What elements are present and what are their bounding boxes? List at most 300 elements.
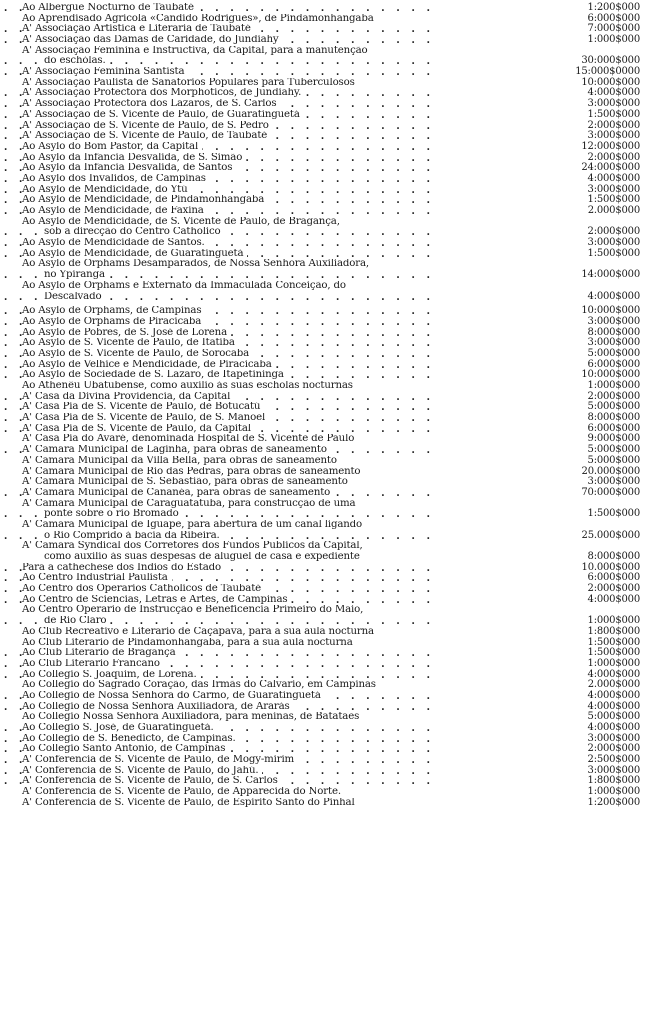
entry-amount: 3:000$000: [587, 764, 640, 776]
appropriation-entry: [0, 787, 650, 798]
entry-description: [0, 270, 438, 281]
appropriation-entry: [0, 381, 650, 392]
appropriation-entry: [0, 142, 650, 153]
entry-description: [0, 573, 438, 584]
description-text: A' Associação Paulista de Sanatorios Populares para Tuberculosos: [22, 78, 359, 88]
appropriation-entry: [0, 306, 650, 317]
entry-line: [0, 638, 650, 649]
entry-line: [0, 691, 650, 702]
entry-description: [0, 424, 438, 435]
appropriation-entry: [0, 477, 650, 488]
entry-description: [0, 88, 438, 99]
description-text: Ao Centro de Sciencias, Letras e Artes, de Campinas: [22, 595, 291, 605]
appropriation-entry: [0, 755, 650, 766]
entry-line: [0, 217, 650, 228]
entry-line: [0, 766, 650, 777]
appropriation-entry: [0, 744, 650, 755]
appropriation-entry: [0, 638, 650, 649]
entry-amount: 6:000$000: [587, 12, 640, 24]
entry-description: [0, 328, 438, 339]
entry-description: [0, 723, 438, 734]
entry-amount: 2:000$000: [587, 226, 640, 238]
entry-line: [0, 402, 650, 413]
appropriation-entry: [0, 488, 650, 499]
entry-description: [0, 595, 438, 606]
appropriation-entry: [0, 766, 650, 777]
description-text: Ao Asylo de Orphams de Piracicaba: [22, 317, 205, 327]
entry-description: [0, 227, 438, 238]
description-text: Ao Asylo de Mendicidade, de Guaratinguetá: [22, 249, 247, 259]
appropriation-entry: [0, 153, 650, 164]
entry-continuation-line: [0, 616, 650, 627]
entry-description: [0, 413, 438, 424]
entry-line: [0, 712, 650, 723]
entry-line: [0, 163, 650, 174]
description-text: A' Casa Pia do Avaré, denominada Hospital de S. Vicente de Paulo: [22, 434, 358, 444]
description-text: Ao Collegio Santo Antonio, de Campinas: [22, 744, 229, 754]
entry-amount: 1:500$000: [587, 636, 640, 648]
description-text: Ao Asylo de Mendicidade, de S. Vicente de Paulo, de Bragança,: [22, 217, 344, 227]
entry-line: [0, 755, 650, 766]
entry-line: [0, 3, 650, 14]
description-text: Ao Collegio S. Joaquim, de Lorena.: [22, 670, 201, 680]
entry-description: [0, 584, 438, 595]
entry-amount: 1:000$000: [587, 786, 640, 798]
appropriation-entry: [0, 121, 650, 132]
entry-line: [0, 24, 650, 35]
description-text: Ao Albergue Nocturno de Taubaté: [22, 3, 198, 13]
entry-description: [0, 531, 438, 542]
appropriation-entry: [0, 110, 650, 121]
entry-description: [0, 776, 438, 787]
description-text: do eschólas.: [44, 56, 110, 66]
entry-amount: 1:000$000: [587, 615, 640, 627]
description-text: Ao Centro Operario de Instrucção e Beneficencia Primeiro do Maio,: [22, 605, 367, 615]
entry-line: [0, 499, 650, 510]
entry-description: [0, 99, 438, 110]
appropriation-entry: [0, 573, 650, 584]
description-text: Ao Asylo de Sociedade de S. Lazaro, de Itapetininga: [22, 370, 288, 380]
entry-line: [0, 153, 650, 164]
entry-amount: 1:500$000: [587, 647, 640, 659]
entry-description: [0, 638, 438, 649]
description-text: A' Casa Pia de S. Vicente de Paulo, de Botucatú: [22, 402, 264, 412]
entry-line: [0, 306, 650, 317]
entry-description: [0, 659, 438, 670]
entry-line: [0, 381, 650, 392]
description-text: A' Associação Feminina e Instructiva, da Capital, para a manutenção: [22, 46, 372, 56]
description-text: o Rio Comprido á bacia da Ribeira.: [44, 531, 224, 541]
entry-description: [0, 110, 438, 121]
entry-amount: 15:000$0000: [575, 66, 640, 78]
entry-description: [0, 445, 438, 456]
entry-description: [0, 35, 438, 46]
appropriation-entry: [0, 360, 650, 371]
description-text: Ao Aprendisado Agricola «Candido Rodrigues», de Pindamonhangaba: [22, 14, 378, 24]
entry-description: [0, 456, 438, 467]
entry-line: [0, 456, 650, 467]
entry-description: [0, 238, 438, 249]
entry-description: [0, 14, 438, 25]
appropriation-entry: [0, 670, 650, 681]
entry-amount: 10.000$000: [581, 561, 640, 573]
appropriation-entry: [0, 777, 650, 788]
entry-description: [0, 467, 438, 478]
entry-line: [0, 477, 650, 488]
appropriation-entry: [0, 563, 650, 574]
entry-line: [0, 360, 650, 371]
description-text: sob a direcção do Centro Catholico: [44, 227, 225, 237]
entry-amount: 3:000$000: [587, 237, 640, 249]
entry-line: [0, 606, 650, 617]
entry-line: [0, 89, 650, 100]
entry-description: [0, 217, 438, 228]
description-text: Ao Club Literario de Bragança: [22, 648, 180, 658]
entry-amount: 4:000$000: [587, 700, 640, 712]
entry-description: [0, 131, 438, 142]
description-text: A' Associação Feminina Santista: [22, 67, 188, 77]
entry-line: [0, 110, 650, 121]
description-text: Ao Asylo da Infancia Desvalida, de Santos: [22, 163, 236, 173]
description-text: Descalvado: [44, 292, 105, 302]
description-text: Para a cathechese dos Indios do Estado: [22, 563, 225, 573]
entry-line: [0, 370, 650, 381]
entry-amount: 6:000$000: [587, 422, 640, 434]
entry-amount: 3:000$000: [587, 315, 640, 327]
description-text: de Rio Claro: [44, 616, 110, 626]
description-text: A' Conferencia de S. Vicente de Paulo, de Mogy-mirim: [22, 755, 298, 765]
entry-line: [0, 185, 650, 196]
description-text: Ao Asylo de Velhice e Mendicidade, de Piracicaba: [22, 360, 276, 370]
description-text: A' Conferencia de S. Vicente de Paulo, de S. Carlos: [22, 776, 282, 786]
entry-amount: 4:000$000: [587, 290, 640, 302]
entry-amount: 8:000$000: [587, 412, 640, 424]
description-text: A' Camara Municipal de Iguape, para abertura de um canal ligando: [22, 520, 366, 530]
entry-amount: 2:500$000: [587, 754, 640, 766]
description-text: Ao Centro dos Operarios Catholicos de Taubaté: [22, 584, 265, 594]
entry-line: [0, 573, 650, 584]
entry-continuation-line: [0, 292, 650, 303]
entry-description: [0, 121, 438, 132]
appropriation-entry: [0, 328, 650, 339]
entry-description: [0, 520, 438, 531]
entry-line: [0, 627, 650, 638]
entry-amount: 4:000$000: [587, 689, 640, 701]
entry-description: [0, 744, 438, 755]
entry-amount: 7:000$000: [587, 23, 640, 35]
entry-description: [0, 174, 438, 185]
description-text: Ao Asylo de Orphams e Externato da Immaculada Conceição, do: [22, 281, 350, 291]
description-text: Ao Asylo de S. Vicente de Paulo, de Sorocaba: [22, 349, 253, 359]
description-text: A' Associação Artistica e Literaria de Taubaté: [22, 24, 255, 34]
entry-amount: 5:000$000: [587, 347, 640, 359]
description-text: Ao Asylo dos Invalidos, de Campinas: [22, 174, 210, 184]
description-text: ponte sobre o rio Bromado: [44, 509, 183, 519]
entry-amount: 6:000$000: [587, 572, 640, 584]
appropriation-entry: [0, 46, 650, 67]
entry-line: [0, 424, 650, 435]
entry-amount: 10:000$000: [581, 305, 640, 317]
entry-amount: 1:200$000: [587, 796, 640, 808]
entry-amount: 70:000$000: [581, 486, 640, 498]
appropriation-entry: [0, 349, 650, 360]
description-text: A' Camara Municipal de Laginha, para obras de saneamento: [22, 445, 331, 455]
entry-description: [0, 317, 438, 328]
entry-description: [0, 292, 438, 303]
appropriation-entry: [0, 723, 650, 734]
entry-description: [0, 798, 438, 809]
entry-description: [0, 787, 438, 798]
entry-amount: 1:500$000: [587, 194, 640, 206]
appropriation-entry: [0, 467, 650, 478]
entry-description: [0, 153, 438, 164]
entry-description: [0, 306, 438, 317]
entry-amount: 8:000$000: [587, 551, 640, 563]
description-text: Ao Collegio Nossa Senhora Auxiliadora, para meninas, de Batataes: [22, 712, 363, 722]
appropriation-entry: [0, 712, 650, 723]
entry-description: [0, 195, 438, 206]
entry-description: [0, 259, 438, 270]
appropriation-entry: [0, 424, 650, 435]
entry-line: [0, 317, 650, 328]
entry-line: [0, 787, 650, 798]
entry-description: [0, 766, 438, 777]
description-text: A' Casa Pia de S. Vicente de Paulo, da Capital: [22, 424, 255, 434]
entry-description: [0, 434, 438, 445]
entry-amount: 30:000$000: [581, 55, 640, 67]
entry-description: [0, 24, 438, 35]
entry-description: [0, 206, 438, 217]
appropriation-entry: [0, 24, 650, 35]
entry-line: [0, 563, 650, 574]
entry-description: [0, 755, 438, 766]
entry-line: [0, 121, 650, 132]
entry-line: [0, 260, 650, 271]
entry-description: [0, 712, 438, 723]
entry-amount: 1:000$000: [587, 657, 640, 669]
description-text: no Ypiranga: [44, 270, 109, 280]
appropriation-entry: [0, 798, 650, 809]
appropriation-entry: [0, 89, 650, 100]
entry-amount: 5:000$000: [587, 711, 640, 723]
description-text: Ao Collegio de Nossa Senhora Auxiliadora, de Ararás: [22, 702, 294, 712]
entry-line: [0, 206, 650, 217]
appropriation-entry: [0, 627, 650, 638]
entry-amount: 10:000$000: [581, 369, 640, 381]
entry-description: [0, 627, 438, 638]
entry-description: [0, 370, 438, 381]
entry-line: [0, 99, 650, 110]
entry-line: [0, 174, 650, 185]
appropriation-entry: [0, 648, 650, 659]
appropriation-entry: [0, 435, 650, 446]
entry-line: [0, 328, 650, 339]
entry-amount: 3:000$000: [587, 130, 640, 142]
entry-line: [0, 659, 650, 670]
entry-line: [0, 78, 650, 89]
appropriation-entry: [0, 195, 650, 206]
entry-line: [0, 142, 650, 153]
entry-amount: 4:000$000: [587, 172, 640, 184]
entry-line: [0, 238, 650, 249]
entry-line: [0, 413, 650, 424]
entry-amount: 2:000$000: [587, 743, 640, 755]
entry-continuation-line: [0, 270, 650, 281]
appropriation-entry: [0, 606, 650, 627]
description-text: Ao Collegio S. José, de Guaratinguetá.: [22, 723, 218, 733]
entry-amount: 1:500$000: [587, 508, 640, 520]
entry-amount: 10:000$000: [581, 76, 640, 88]
entry-line: [0, 798, 650, 809]
entry-line: [0, 435, 650, 446]
entry-amount: 2.000$000: [587, 205, 640, 217]
entry-description: [0, 185, 438, 196]
appropriation-entry: [0, 238, 650, 249]
entry-continuation-line: [0, 56, 650, 67]
entry-line: [0, 249, 650, 260]
entry-amount: 4:000$000: [587, 593, 640, 605]
appropriation-entry: [0, 402, 650, 413]
entry-amount: 1:800$000: [587, 625, 640, 637]
entry-line: [0, 67, 650, 78]
appropriation-entry: [0, 217, 650, 238]
description-text: A' Camara Municipal da Villa Bella, para obras de saneamento: [22, 456, 341, 466]
entry-amount: 25.000$000: [581, 529, 640, 541]
description-text: A' Conferencia de S. Vicente de Paulo, de Apparecida do Norte.: [22, 787, 345, 797]
entry-line: [0, 648, 650, 659]
entry-amount: 2:000$000: [587, 119, 640, 131]
description-text: Ao Asylo do Bom Pastor, da Capital: [22, 142, 202, 152]
entry-line: [0, 467, 650, 478]
entry-amount: 9:000$000: [587, 433, 640, 445]
entry-amount: 24:000$000: [581, 162, 640, 174]
entry-amount: 14:000$000: [581, 269, 640, 281]
appropriation-entry: [0, 392, 650, 403]
description-text: Ao Club Literario Francano: [22, 659, 164, 669]
entry-description: [0, 616, 438, 627]
entry-description: [0, 509, 438, 520]
description-text: A' Conferencia de S. Vicente de Paulo, do Jahú.: [22, 766, 262, 776]
description-text: A' Camara Syndical dos Corretores dos Fundos Publicos da Capital,: [22, 541, 367, 551]
entry-line: [0, 702, 650, 713]
description-text: Ao Asylo de Mendicidade, de Faxina: [22, 206, 208, 216]
entry-amount: 2:000$000: [587, 390, 640, 402]
appropriation-entry: [0, 370, 650, 381]
entry-description: [0, 477, 438, 488]
entry-description: [0, 78, 438, 89]
entry-description: [0, 402, 438, 413]
entry-description: [0, 702, 438, 713]
appropriation-entry: [0, 734, 650, 745]
entry-description: [0, 381, 438, 392]
entry-description: [0, 56, 438, 67]
description-text: Ao Asylo de Mendicidade, de Pindamonhangaba: [22, 195, 268, 205]
appropriation-entry: [0, 260, 650, 281]
entry-amount: 4:000$000: [587, 668, 640, 680]
entry-amount: 3:000$000: [587, 337, 640, 349]
entry-description: [0, 3, 438, 14]
appropriation-entry: [0, 520, 650, 541]
entry-amount: 3:000$000: [587, 183, 640, 195]
entry-description: [0, 338, 438, 349]
entry-line: [0, 14, 650, 25]
appropriation-entry: [0, 185, 650, 196]
entry-line: [0, 35, 650, 46]
appropriation-entry: [0, 499, 650, 520]
entry-amount: 4:000$000: [587, 87, 640, 99]
entry-amount: 8:000$000: [587, 326, 640, 338]
appropriation-entry: [0, 541, 650, 562]
entry-description: [0, 680, 438, 691]
appropriation-entry: [0, 659, 650, 670]
entry-line: [0, 680, 650, 691]
appropriation-entry: [0, 163, 650, 174]
entry-continuation-line: [0, 531, 650, 542]
appropriation-entry: [0, 584, 650, 595]
description-text: Ao Club Literario de Pindamonhangaba, para a sua aula nocturna: [22, 638, 357, 648]
description-text: A' Associação de S. Vicente de Paulo, de Taubaté: [22, 131, 271, 141]
appropriation-entry: [0, 206, 650, 217]
entry-line: [0, 46, 650, 57]
entry-description: [0, 142, 438, 153]
appropriation-entry: [0, 249, 650, 260]
description-text: A' Camara Municipal de Rio das Pedras, para obras de saneamento: [22, 467, 364, 477]
description-text: A' Camara Municipal de Caraguatatuba, para construcção de uma: [22, 499, 359, 509]
entry-line: [0, 445, 650, 456]
entry-line: [0, 541, 650, 552]
appropriation-entry: [0, 445, 650, 456]
description-text: Ao Asylo de S. Vicente de Paulo, de Itatiba: [22, 338, 239, 348]
entry-description: [0, 563, 438, 574]
entry-amount: 1:200$000: [587, 1, 640, 13]
entry-line: [0, 723, 650, 734]
entry-description: [0, 541, 438, 552]
appropriation-entry: [0, 680, 650, 691]
entry-description: [0, 499, 438, 510]
description-text: como auxilio ás suas despesas de aluguel de casa e expediente: [44, 552, 364, 562]
entry-amount: 3:000$000: [587, 732, 640, 744]
entry-description: [0, 670, 438, 681]
entry-description: [0, 734, 438, 745]
appropriation-entry: [0, 691, 650, 702]
appropriation-entry: [0, 456, 650, 467]
entry-amount: 3:000$000: [587, 476, 640, 488]
description-text: Ao Asylo da Infancia Desvalida, de S. Simão: [22, 153, 246, 163]
entry-line: [0, 195, 650, 206]
entry-amount: 1:800$000: [587, 775, 640, 787]
entry-amount: 5:000$000: [587, 401, 640, 413]
entry-description: [0, 605, 438, 616]
entry-line: [0, 338, 650, 349]
entry-line: [0, 595, 650, 606]
entry-line: [0, 392, 650, 403]
entry-amount: 6:000$000: [587, 358, 640, 370]
entry-amount: 5:000$000: [587, 454, 640, 466]
description-text: A' Associação de S. Vicente de Paulo, de S. Pedro: [22, 121, 273, 131]
appropriation-entry: [0, 14, 650, 25]
appropriation-entry: [0, 99, 650, 110]
description-text: Ao Asylo de Orphams, de Campinas: [22, 306, 205, 316]
description-text: A' Associação de S. Vicente de Paulo, de Guaratinguetá: [22, 110, 304, 120]
description-text: A' Camara Municipal de S. Sebastião, para obras de saneamento: [22, 477, 352, 487]
description-text: A' Associação Protectora dos Lazaros, de S. Carlos: [22, 99, 280, 109]
entry-continuation-line: [0, 509, 650, 520]
description-text: Ao Centro Industrial Paulista: [22, 573, 172, 583]
entry-description: [0, 360, 438, 371]
entry-description: [0, 648, 438, 659]
description-text: A' Associação das Damas de Caridade, do Jundiahy: [22, 35, 283, 45]
entry-line: [0, 281, 650, 292]
